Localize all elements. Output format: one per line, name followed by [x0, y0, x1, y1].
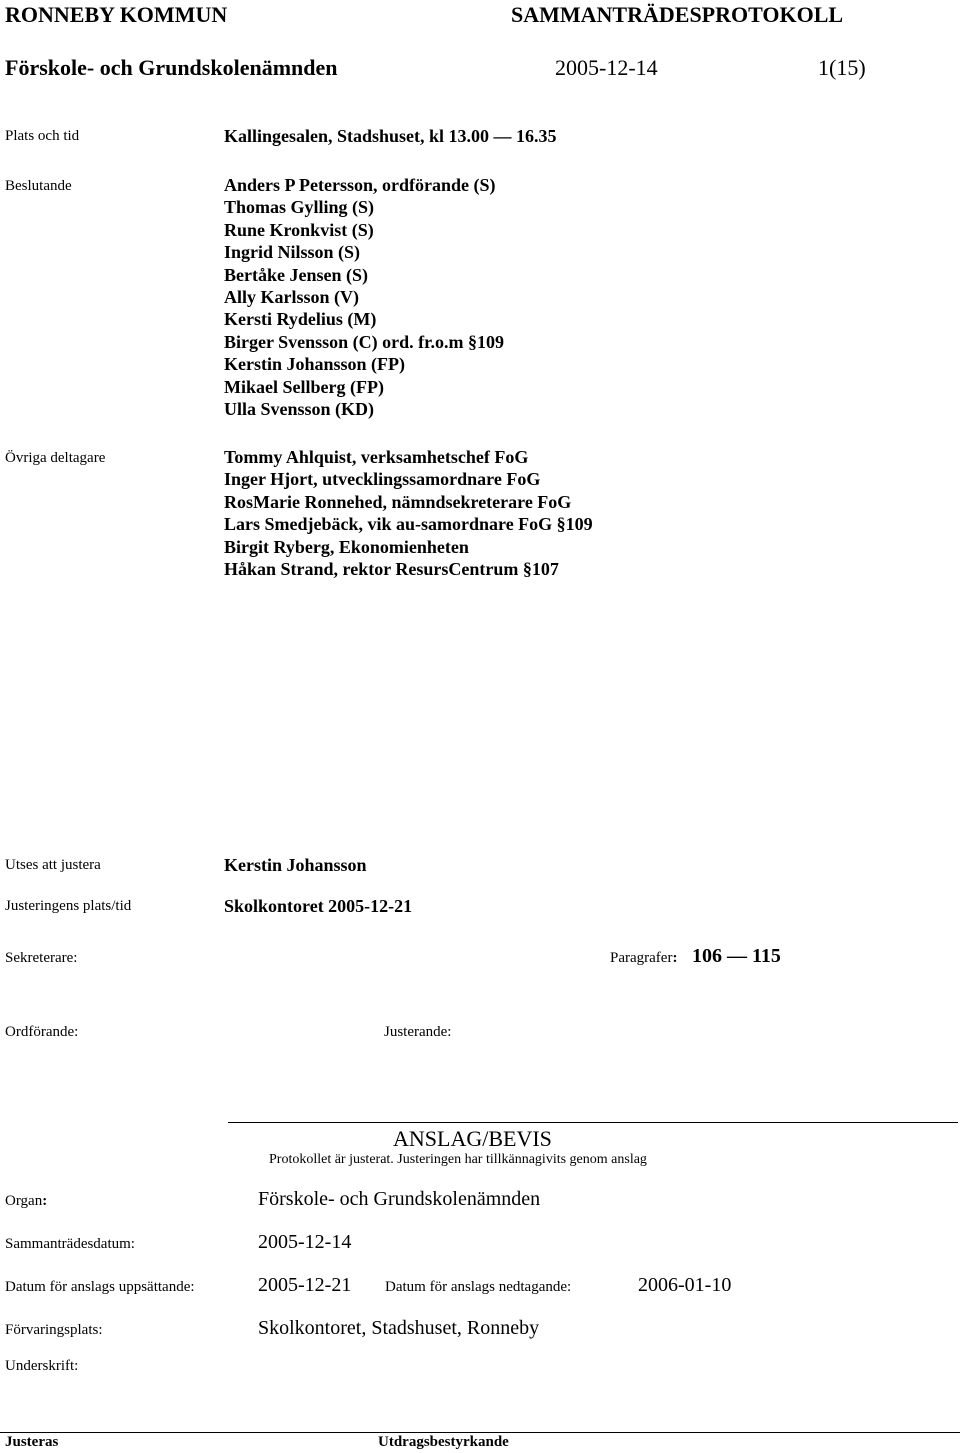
- board-name: Förskole- och Grundskolenämnden: [5, 55, 338, 80]
- member-line: Birger Svensson (C) ord. fr.o.m §109: [224, 331, 504, 352]
- signature-label: Underskrift:: [5, 1358, 79, 1374]
- removed-label: Datum för anslags nedtagande:: [385, 1279, 572, 1295]
- municipality-name: RONNEBY KOMMUN: [5, 2, 228, 27]
- member-line: Ingrid Nilsson (S): [224, 242, 361, 263]
- decision-makers-label: Beslutande: [5, 178, 72, 194]
- adjusting-label: Justerande:: [384, 1024, 452, 1040]
- participant-line: Inger Hjort, utvecklingssamordnare FoG: [224, 469, 541, 490]
- member-line: Mikael Sellberg (FP): [224, 376, 384, 397]
- participant-line: Lars Smedjebäck, vik au-samordnare FoG §109: [224, 514, 593, 535]
- storage-label: Förvaringsplats:: [5, 1322, 103, 1338]
- place-value: Kallingesalen, Stadshuset, kl 13.00 — 16.35: [224, 126, 557, 146]
- paragraphs-value: 106 — 115: [692, 945, 781, 967]
- notice-divider: [228, 1122, 958, 1123]
- other-participants-label: Övriga deltagare: [5, 450, 106, 466]
- organ-label: Organ:: [5, 1193, 48, 1209]
- member-line: Ulla Svensson (KD): [224, 399, 375, 420]
- place-label: Plats och tid: [5, 128, 80, 144]
- notice-subtitle: Protokollet är justerat. Justeringen har tillkännagivits genom anslag: [269, 1152, 647, 1167]
- adjuster-value: Kerstin Johansson: [224, 855, 367, 875]
- posted-value: 2005-12-21: [258, 1274, 352, 1296]
- participant-line: Birgit Ryberg, Ekonomienheten: [224, 536, 469, 557]
- participant-line: Tommy Ahlquist, verksamhetschef FoG: [224, 447, 529, 467]
- adjust-place-value: Skolkontoret 2005-12-21: [224, 896, 413, 916]
- footer-adjust: Justeras: [5, 1434, 59, 1450]
- posted-label: Datum för anslags uppsättande:: [5, 1279, 195, 1295]
- member-line: Rune Kronkvist (S): [224, 219, 374, 240]
- secretary-label: Sekreterare:: [5, 950, 78, 966]
- removed-value: 2006-01-10: [638, 1274, 732, 1296]
- adjust-place-label: Justeringens plats/tid: [5, 898, 132, 914]
- decision-makers-list: [224, 174, 504, 420]
- document-type: SAMMANTRÄDESPROTOKOLL: [511, 2, 844, 27]
- member-line: Kerstin Johansson (FP): [224, 354, 406, 375]
- meeting-date-value: 2005-12-14: [258, 1231, 352, 1253]
- organ-value: Förskole- och Grundskolenämnden: [258, 1188, 541, 1210]
- paragraphs-label: Paragrafer:: [610, 950, 678, 966]
- notice-title: ANSLAG/BEVIS: [393, 1126, 552, 1151]
- meeting-date: 2005-12-14: [555, 55, 658, 80]
- storage-value: Skolkontoret, Stadshuset, Ronneby: [258, 1317, 540, 1339]
- meeting-date-label: Sammanträdesdatum:: [5, 1236, 135, 1252]
- member-line: Thomas Gylling (S): [224, 197, 375, 218]
- adjuster-label: Utses att justera: [5, 857, 101, 873]
- member-line: Kersti Rydelius (M): [224, 309, 377, 330]
- footer-certification: Utdragsbestyrkande: [378, 1434, 509, 1450]
- participant-line: RosMarie Ronnehed, nämndsekreterare FoG: [224, 491, 572, 512]
- chair-label: Ordförande:: [5, 1024, 79, 1040]
- other-participants-list: [224, 446, 593, 580]
- member-line: Ally Karlsson (V): [224, 287, 359, 308]
- member-line: Bertåke Jensen (S): [224, 264, 368, 285]
- page-number: 1(15): [818, 55, 866, 80]
- footer-divider: [0, 1432, 960, 1433]
- participant-line: Håkan Strand, rektor ResursCentrum §107: [224, 559, 559, 580]
- member-line: Anders P Petersson, ordförande (S): [224, 175, 496, 195]
